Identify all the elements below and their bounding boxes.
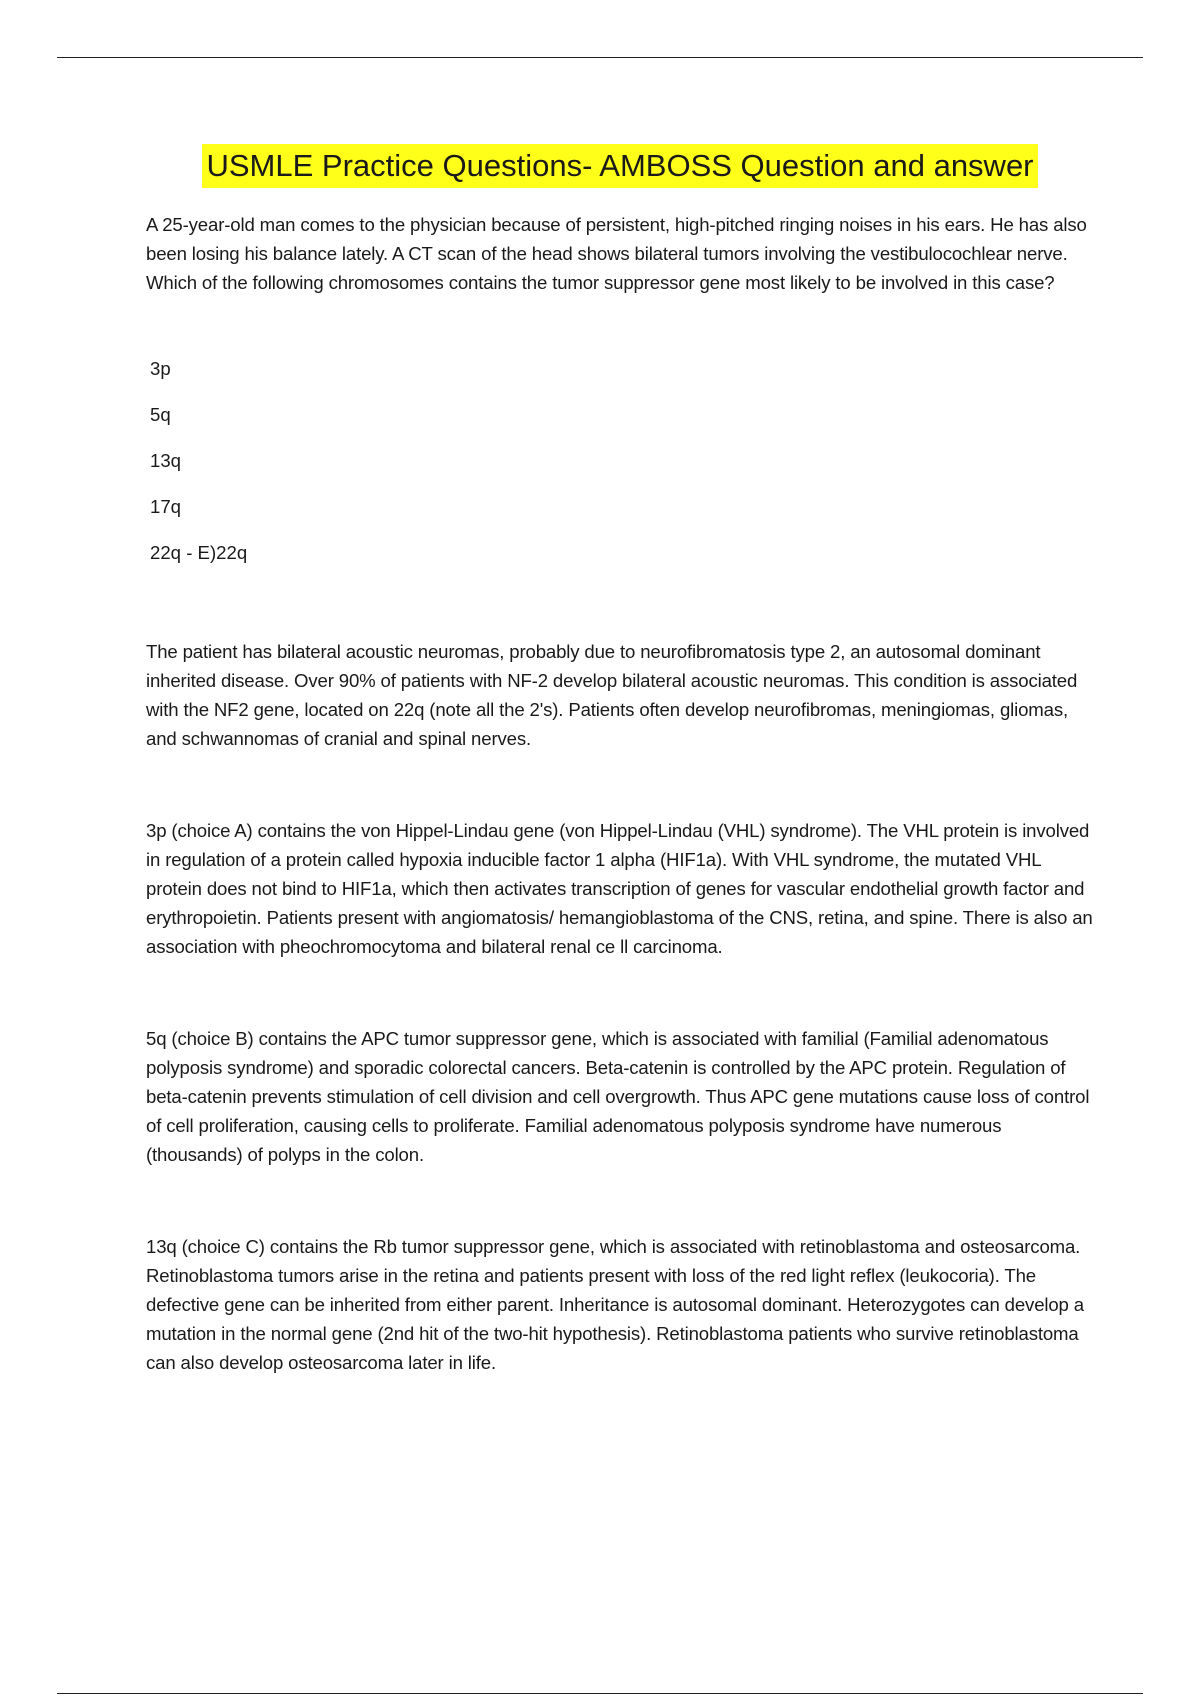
answer-choices <box>150 357 1094 587</box>
choice-item: 3p <box>150 358 171 379</box>
choice-item: 22q - E)22q <box>150 542 248 563</box>
explanation-paragraph: 5q (choice B) contains the APC tumor suppressor gene, which is associated with familial (Familial adenomatous polyposis syndrome) and sporadic colorectal cancers. Beta-catenin is controlled by the APC protein. Regulation of beta-catenin prevents stimulation of cell division and cell overgrowth. Thus APC gene mutations cause loss of control of cell proliferation, causing cells to proliferate. Familial adenomatous polyposis syndrome have numerous (thousands) of polyps in the colon. <box>146 1028 1090 1165</box>
title-container <box>146 144 1094 188</box>
page-title: USMLE Practice Questions- AMBOSS Question and answer <box>202 144 1037 188</box>
document-body <box>146 140 1094 1377</box>
choice-item: 13q <box>150 450 182 471</box>
explanation-paragraph: The patient has bilateral acoustic neuromas, probably due to neurofibromatosis type 2, an autosomal dominant inherited disease. Over 90% of patients with NF-2 develop bilateral acoustic neuromas. This condition is associated with the NF2 gene, located on 22q (note all the 2's). Patients often develop neurofibromas, meningiomas, gliomas, and schwannomas of cranial and spinal nerves. <box>146 641 1078 749</box>
explanation-paragraph: 3p (choice A) contains the von Hippel-Lindau gene (von Hippel-Lindau (VHL) syndrome). The VHL protein is involved in regulation of a protein called hypoxia inducible factor 1 alpha (HIF1a). With VHL syndrome, the mutated VHL protein does not bind to HIF1a, which then activates transcription of genes for vascular endothelial growth factor and erythropoietin. Patients present with angiomatosis/ hemangioblastoma of the CNS, retina, and spine. There is also an association with pheochromocytoma and bilateral renal ce ll carcinoma. <box>146 820 1093 957</box>
header-rule <box>57 57 1143 58</box>
explanation-paragraph: 13q (choice C) contains the Rb tumor suppressor gene, which is associated with retinoblastoma and osteosarcoma. Retinoblastoma tumors arise in the retina and patients present with loss of the red light reflex (leukocoria). The defective gene can be inherited from either parent. Inheritance is autosomal dominant. Heterozygotes can develop a mutation in the normal gene (2nd hit of the two-hit hypothesis). Retinoblastoma patients who survive retinoblastoma can also develop osteosarcoma later in life. <box>146 1236 1084 1373</box>
choice-item: 17q <box>150 496 182 517</box>
question-text: A 25-year-old man comes to the physician because of persistent, high-pitched ringing noises in his ears. He has also been losing his balance lately. A CT scan of the head shows bilateral tumors involving the vestibulocochlear nerve. Which of the following chromosomes contains the tumor suppressor gene most likely to be involved in this case? <box>146 214 1087 293</box>
footer-rule <box>57 1693 1143 1694</box>
choice-item: 5q <box>150 404 171 425</box>
